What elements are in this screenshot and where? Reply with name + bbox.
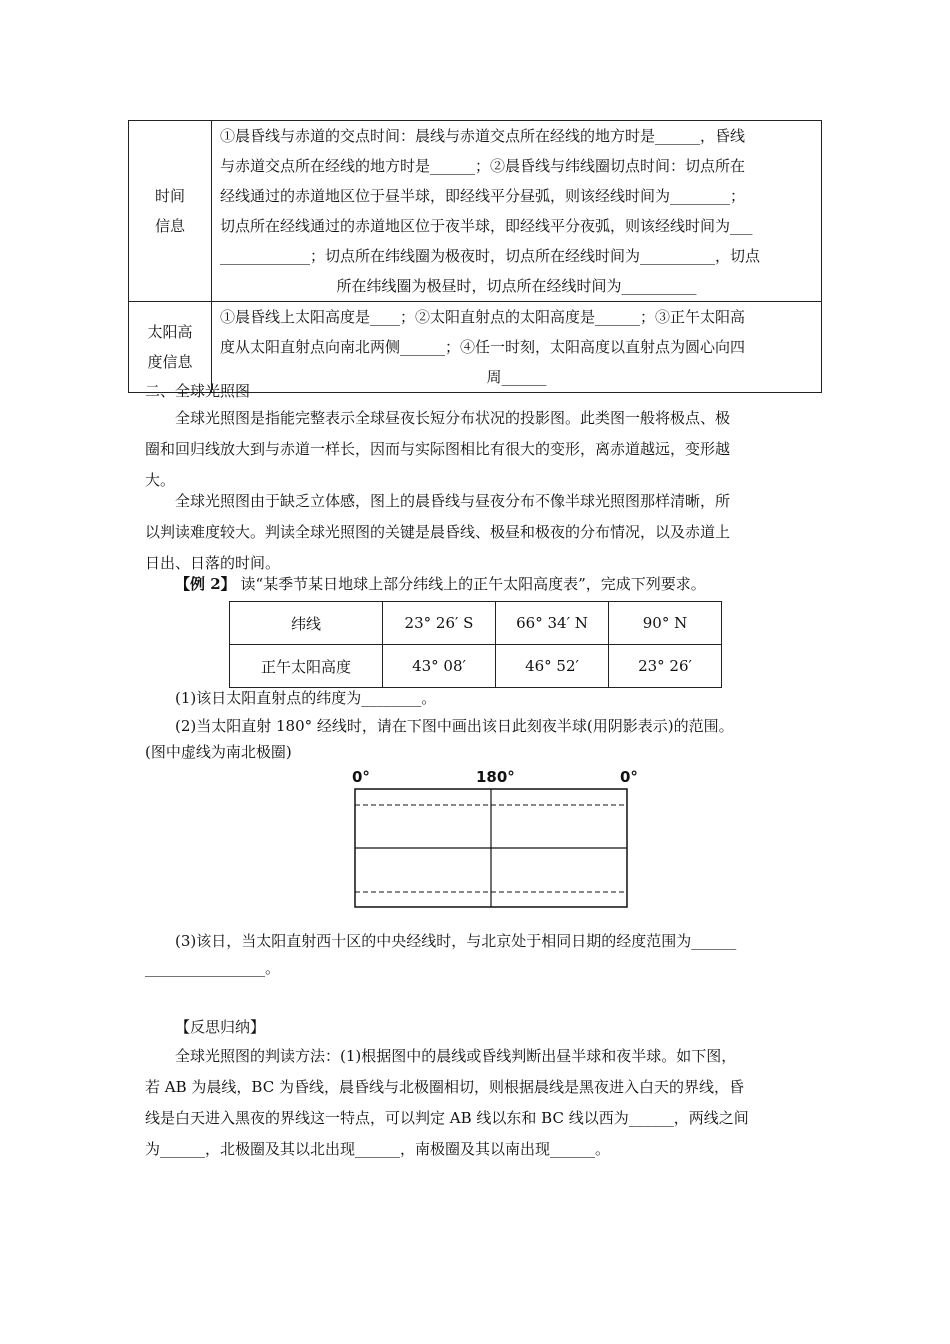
question-3: (3)该日，当太阳直射西十区的中央经线时，与北京处于相同日期的经度范围为______ bbox=[175, 932, 737, 950]
table-cell: 纬线 bbox=[230, 602, 383, 645]
table-cell: 23° 26′ S bbox=[383, 602, 496, 645]
text-line: 经线通过的赤道地区位于昼半球，即经线平分昼弧，则该经线时间为________； bbox=[220, 187, 746, 205]
row-header-line: 度信息 bbox=[147, 353, 193, 371]
map-label-mid: 180° bbox=[476, 768, 515, 786]
map-label-left: 0° bbox=[352, 768, 370, 786]
text-line: ①晨昏线上太阳高度是____；②太阳直射点的太阳高度是______；③正午太阳高 bbox=[220, 308, 746, 326]
text-line: 切点所在经线通过的赤道地区位于夜半球，即经线平分夜弧，则该经线时间为___ bbox=[220, 217, 753, 235]
text-line: 以判读难度较大。判读全球光照图的关键是晨昏线、极昼和极夜的分布情况，以及赤道上 bbox=[145, 523, 731, 541]
text-line: 与赤道交点所在经线的地方时是______；②晨昏线与纬线圈切点时间：切点所在 bbox=[220, 157, 746, 175]
section-title: 二、全球光照图 bbox=[145, 382, 251, 400]
table-cell: 46° 52′ bbox=[496, 645, 609, 688]
text-line: ①晨昏线与赤道的交点时间：晨线与赤道交点所在经线的地方时是______，昏线 bbox=[220, 127, 746, 145]
text-line: ____________；切点所在纬线圈为极夜时，切点所在经线时间为__________，切点 bbox=[220, 247, 761, 265]
question-2: (2)当太阳直射 180° 经线时，请在下图中画出该日此刻夜半球(用阴影表示)的范围。 bbox=[175, 717, 734, 735]
table-cell: 23° 26′ bbox=[609, 645, 722, 688]
text-line: 度从太阳直射点向南北两侧______；④任一时刻，太阳高度以直射点为圆心向四 bbox=[220, 338, 746, 356]
paragraph bbox=[145, 403, 810, 496]
row-body bbox=[212, 302, 822, 393]
table-cell: 正午太阳高度 bbox=[230, 645, 383, 688]
data-table bbox=[229, 601, 722, 688]
text-line: 全球光照图是指能完整表示全球昼夜长短分布状况的投影图。此类图一般将极点、极 bbox=[175, 409, 731, 427]
text-line: 周______ bbox=[486, 368, 547, 386]
table-row bbox=[129, 121, 822, 302]
example-text: 读“某季节某日地球上部分纬线上的正午太阳高度表”，完成下列要求。 bbox=[235, 575, 706, 593]
row-header-line: 时间 bbox=[154, 187, 185, 205]
key-points-paragraph bbox=[145, 1041, 810, 1165]
row-header bbox=[129, 302, 212, 393]
text-line: 圈和回归线放大到与赤道一样长，因而与实际图相比有很大的变形，离赤道越远，变形越 bbox=[145, 440, 731, 458]
row-header-line: 太阳高 bbox=[147, 323, 193, 341]
question-1: (1)该日太阳直射点的纬度为________。 bbox=[175, 689, 437, 707]
table-row bbox=[230, 645, 722, 688]
row-header bbox=[129, 121, 212, 302]
text-line: 为______，北极圈及其以北出现______，南极圈及其以南出现______。 bbox=[145, 1140, 611, 1158]
map-label-right: 0° bbox=[620, 768, 638, 786]
example-label: 【例 2】 bbox=[175, 575, 236, 593]
key-points-title: 【反思归纳】 bbox=[175, 1018, 266, 1036]
question-2-note: (图中虚线为南北极圈) bbox=[145, 743, 292, 761]
paragraph bbox=[145, 486, 810, 579]
row-header-line: 信息 bbox=[154, 217, 185, 235]
question-3-cont: ________________。 bbox=[145, 959, 281, 977]
table-cell: 90° N bbox=[609, 602, 722, 645]
text-line: 所在纬线圈为极昼时，切点所在经线时间为__________ bbox=[336, 277, 697, 295]
text-line: 大。 bbox=[145, 471, 176, 489]
table-cell: 66° 34′ N bbox=[496, 602, 609, 645]
text-line: 全球光照图的判读方法：(1)根据图中的晨线或昏线判断出昼半球和夜半球。如下图， bbox=[175, 1047, 737, 1065]
table-row bbox=[129, 302, 822, 393]
text-line: 全球光照图由于缺乏立体感，图上的晨昏线与昼夜分布不像半球光照图那样清晰，所 bbox=[175, 492, 731, 510]
text-line: 线是白天进入黑夜的界线这一特点，可以判定 AB 线以东和 BC 线以西为______，两线之间 bbox=[145, 1109, 749, 1127]
table-row bbox=[230, 602, 722, 645]
example-prompt bbox=[175, 573, 706, 594]
row-body bbox=[212, 121, 822, 302]
info-table bbox=[128, 120, 822, 393]
text-line: 日出、日落的时间。 bbox=[145, 554, 281, 572]
world-grid-map bbox=[354, 788, 630, 910]
table-cell: 43° 08′ bbox=[383, 645, 496, 688]
text-line: 若 AB 为晨线，BC 为昏线，晨昏线与北极圈相切，则根据晨线是黑夜进入白天的界线，昏 bbox=[145, 1078, 744, 1096]
